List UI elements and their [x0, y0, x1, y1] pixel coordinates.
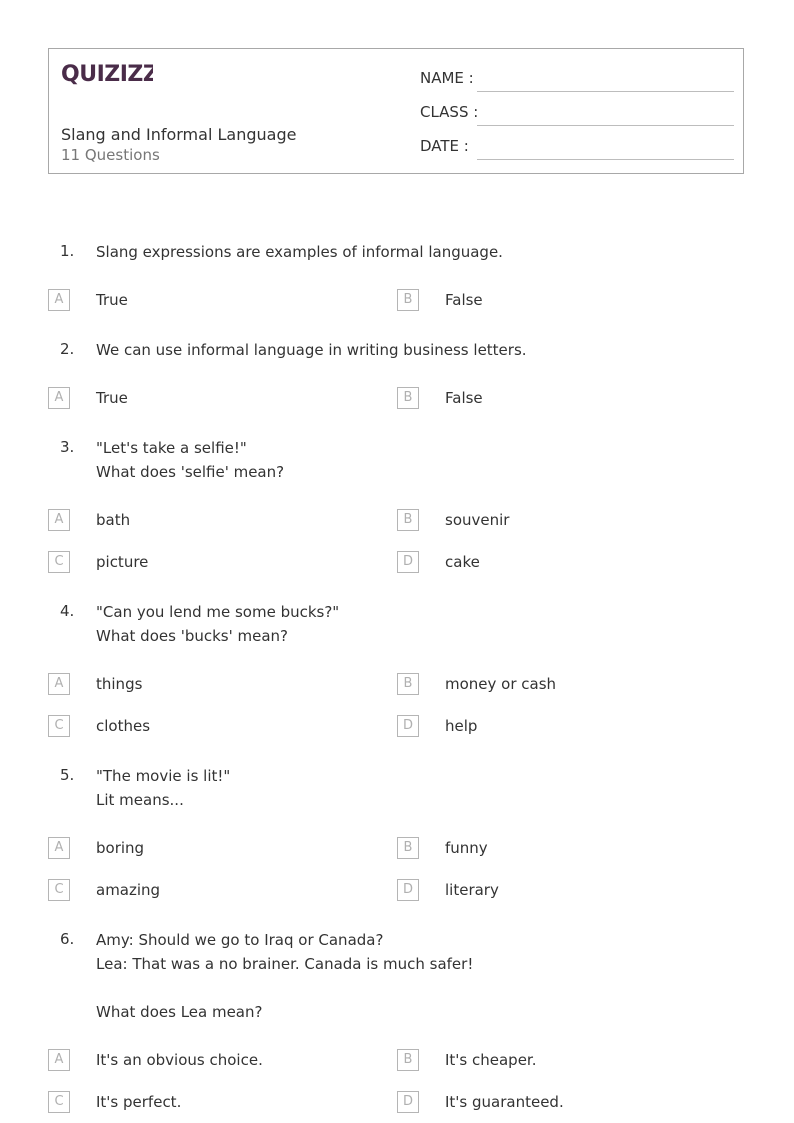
class-field[interactable] — [420, 100, 734, 126]
option-text[interactable]: It's guaranteed. — [445, 1093, 564, 1111]
option-letter-box[interactable]: A — [48, 837, 70, 859]
class-label: CLASS : — [420, 103, 479, 121]
option-letter-box[interactable]: C — [48, 715, 70, 737]
option-letter-box[interactable]: B — [397, 837, 419, 859]
date-label: DATE : — [420, 137, 469, 155]
option-text[interactable]: cake — [445, 553, 480, 571]
question-text: "Let's take a selfie!" What does 'selfie' mean? — [96, 439, 285, 481]
option-text[interactable]: literary — [445, 881, 499, 899]
quizizz-logo-graphic — [61, 58, 153, 88]
question-count: 11 Questions — [61, 146, 160, 164]
option-letter-box[interactable]: A — [48, 387, 70, 409]
name-label: NAME : — [420, 69, 474, 87]
class-line — [477, 125, 734, 126]
option-letter-box[interactable]: A — [48, 509, 70, 531]
option-letter-box[interactable]: B — [397, 1049, 419, 1071]
worksheet-header — [48, 48, 744, 174]
question-text: Slang expressions are examples of informal language. — [96, 243, 503, 261]
option-text[interactable]: bath — [96, 511, 131, 529]
option-letter-box[interactable]: C — [48, 1091, 70, 1113]
option-letter-box[interactable]: C — [48, 551, 70, 573]
option-letter-box[interactable]: D — [397, 1091, 419, 1113]
question-text: "The movie is lit!" Lit means... — [96, 767, 231, 809]
option-letter-box[interactable]: A — [48, 289, 70, 311]
option-letter-box[interactable]: C — [48, 879, 70, 901]
option-letter-box[interactable]: B — [397, 289, 419, 311]
option-letter-box[interactable]: A — [48, 1049, 70, 1071]
name-field[interactable] — [420, 66, 734, 92]
question-text: We can use informal language in writing business letters. — [96, 341, 527, 359]
option-text[interactable]: help — [445, 717, 478, 735]
question-text: Amy: Should we go to Iraq or Canada? Lea: That was a no brainer. Canada is much safer! What does Lea mean? — [96, 931, 474, 1021]
option-letter-box[interactable]: A — [48, 673, 70, 695]
option-letter-box[interactable]: D — [397, 551, 419, 573]
quizizz-logo — [61, 58, 153, 92]
option-text[interactable]: souvenir — [445, 511, 510, 529]
question-number: 4. — [60, 602, 75, 620]
question-number: 3. — [60, 438, 75, 456]
option-text[interactable]: things — [96, 675, 143, 693]
question-number: 2. — [60, 340, 75, 358]
worksheet-title: Slang and Informal Language — [61, 125, 297, 144]
question-text: "Can you lend me some bucks?" What does 'bucks' mean? — [96, 603, 340, 645]
option-letter-box[interactable]: B — [397, 387, 419, 409]
date-line — [477, 159, 734, 160]
question-number: 6. — [60, 930, 75, 948]
option-text[interactable]: picture — [96, 553, 149, 571]
question-number: 5. — [60, 766, 75, 784]
option-letter-box[interactable]: D — [397, 879, 419, 901]
option-text[interactable]: It's an obvious choice. — [96, 1051, 263, 1069]
option-text[interactable]: It's cheaper. — [445, 1051, 537, 1069]
option-text[interactable]: funny — [445, 839, 488, 857]
date-field[interactable] — [420, 134, 734, 160]
option-text[interactable]: False — [445, 291, 483, 309]
option-text[interactable]: It's perfect. — [96, 1093, 182, 1111]
question-number: 1. — [60, 242, 75, 260]
name-line — [477, 91, 734, 92]
svg-text:QUIZIZZ: QUIZIZZ — [61, 62, 153, 87]
option-text[interactable]: clothes — [96, 717, 151, 735]
option-letter-box[interactable]: B — [397, 673, 419, 695]
option-letter-box[interactable]: B — [397, 509, 419, 531]
option-text[interactable]: money or cash — [445, 675, 557, 693]
option-text[interactable]: boring — [96, 839, 145, 857]
option-text[interactable]: True — [96, 389, 128, 407]
option-text[interactable]: True — [96, 291, 128, 309]
option-text[interactable]: amazing — [96, 881, 161, 899]
option-text[interactable]: False — [445, 389, 483, 407]
option-letter-box[interactable]: D — [397, 715, 419, 737]
